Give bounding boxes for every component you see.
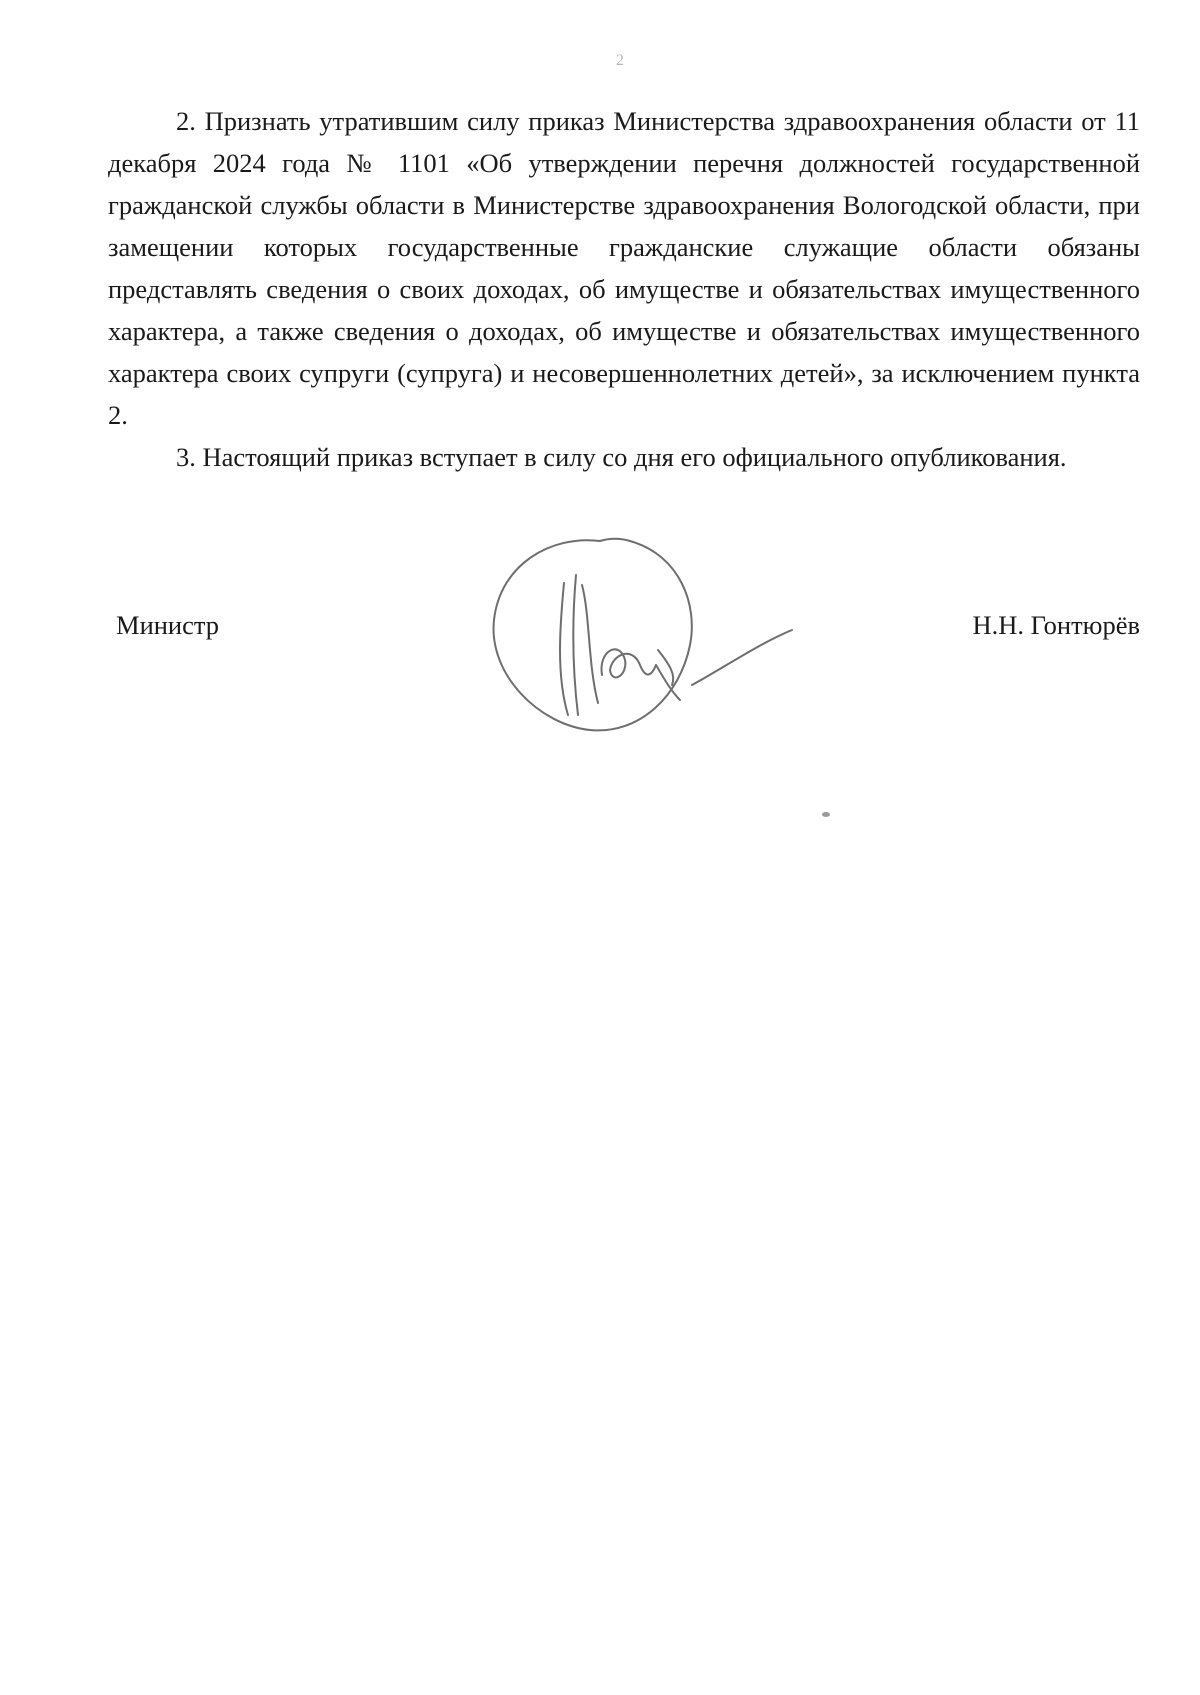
signature-stroke-1 <box>560 583 568 715</box>
paragraph-item-2: 2. Признать утратившим силу приказ Министерства здравоохранения области от 11 декабря 2024 года № 1101 «Об утверждении перечня должностей государственной гражданской службы области в Министерстве здравоохранения Вологодской области, при замещении которых государственные гражданские служащие области обязаны представлять сведения о своих доходах, об имуществе и обязательствах имущественного характера, а также сведения о доходах, об имуществе и обязательствах имущественного характера своих супруги (супруга) и несовершеннолетних детей», за исключением пункта 2. <box>108 106 1140 430</box>
signature-stroke-3 <box>582 585 598 703</box>
page-number: 2 <box>616 52 624 69</box>
handwritten-signature <box>480 525 800 755</box>
signature-loop-stroke <box>494 539 692 731</box>
scan-speck <box>822 812 830 817</box>
document-body <box>108 100 1140 478</box>
signatory-name: Н.Н. Гонтюрёв <box>972 610 1140 640</box>
signatory-position: Министр <box>116 610 220 640</box>
signature-stroke-4 <box>602 649 656 677</box>
signature-stroke-2 <box>573 575 578 715</box>
signature-tail-line <box>692 630 792 685</box>
paragraph-item-3: 3. Настоящий приказ вступает в силу со дня его официального опубликования. <box>176 442 1067 472</box>
